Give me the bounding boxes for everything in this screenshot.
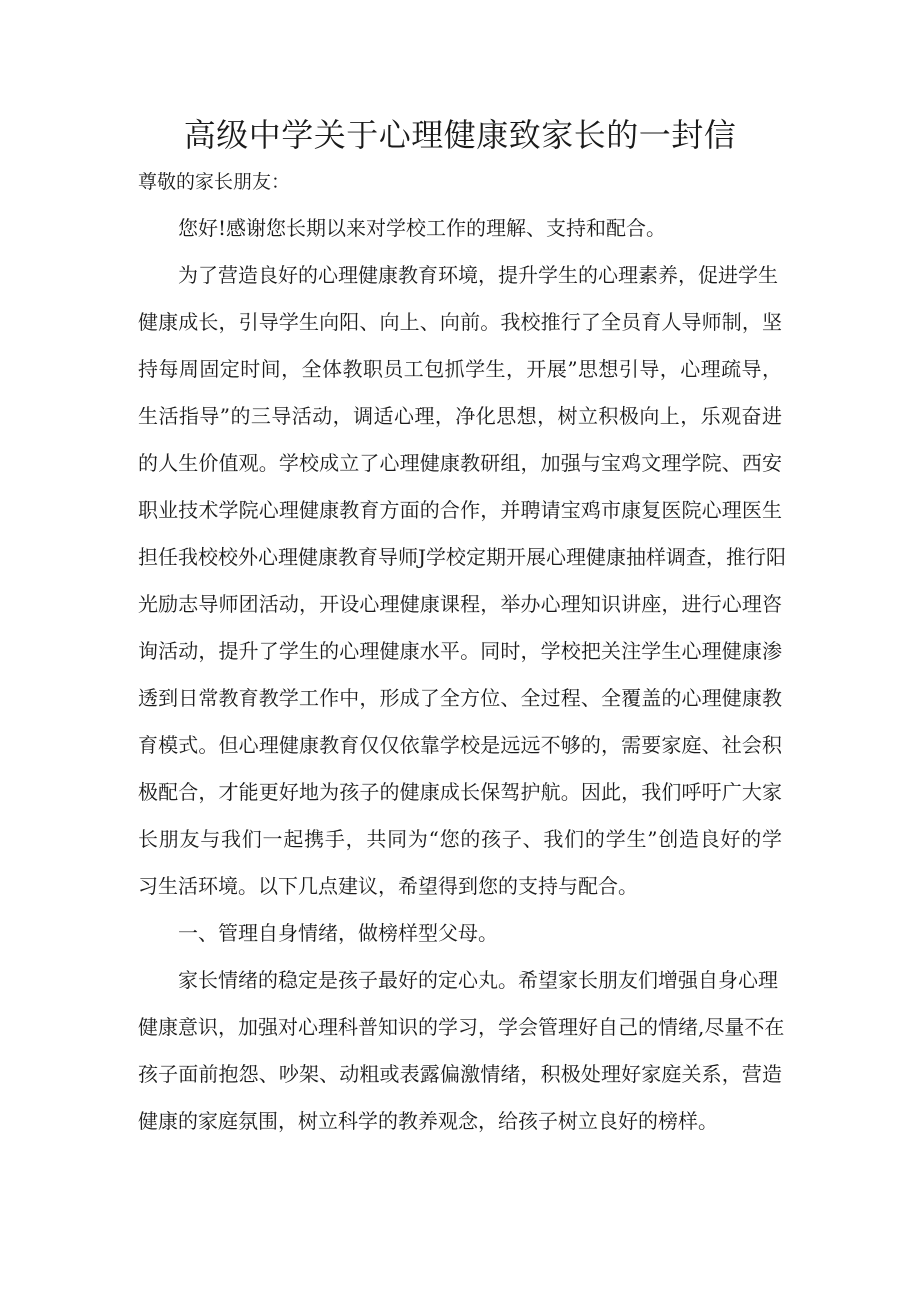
body-line: 健康意识，加强对心理科普知识的学习，学会管理好自己的情绪,尽量不在 [138, 1015, 785, 1039]
body-line: 长朋友与我们一起携手，共同为“您的孩子、我们的学生”创造良好的学 [138, 827, 782, 851]
body-line: 透到日常教育教学工作中，形成了全方位、全过程、全覆盖的心理健康教 [138, 686, 782, 710]
body-line: 育模式。但心理健康教育仅仅依靠学校是远远不够的，需要家庭、社会积 [138, 733, 782, 757]
body-line: 光励志导师团活动，开设心理健康课程，举办心理知识讲座，进行心理咨 [138, 592, 782, 616]
body-line: 的人生价值观。学校成立了心理健康教研组，加强与宝鸡文理学院、西安 [138, 451, 782, 475]
document-title: 高级中学关于心理健康致家长的一封信 [183, 116, 737, 154]
body-line: 极配合，才能更好地为孩子的健康成长保驾护航。因此，我们呼吁广大家 [138, 780, 782, 804]
body-line: 孩子面前抱怨、吵架、动粗或表露偏激情绪，积极处理好家庭关系，营造 [138, 1062, 782, 1086]
greeting-line: 您好!感谢您长期以来对学校工作的理解、支持和配合。 [178, 216, 667, 240]
body-line: 职业技术学院心理健康教育方面的合作，并聘请宝鸡市康复医院心理医生 [138, 498, 782, 522]
body-line: 健康成长，引导学生向阳、向上、向前。我校推行了全员育人导师制，坚 [138, 310, 782, 334]
body-line: 生活指导”的三导活动，调适心理，净化思想，树立积极向上，乐观奋进 [138, 404, 782, 428]
body-line: 习生活环境。以下几点建议，希望得到您的支持与配合。 [138, 874, 638, 898]
body-line: 健康的家庭氛围，树立科学的教养观念，给孩子树立良好的榜样。 [138, 1109, 718, 1133]
body-line: 担任我校校外心理健康教育导师J学校定期开展心理健康抽样调查，推行阳 [138, 545, 787, 569]
body-line: 询活动，提升了学生的心理健康水平。同时，学校把关注学生心理健康渗 [138, 639, 782, 663]
section-heading: 一、管理自身情绪，做榜样型父母。 [178, 921, 498, 945]
body-line: 持每周固定时间，全体教职员工包抓学生，开展”思想引导，心理疏导， [138, 357, 782, 381]
salutation: 尊敬的家长朋友： [138, 171, 291, 193]
body-line: 家长情绪的稳定是孩子最好的定心丸。希望家长朋友们增强自身心理 [178, 968, 778, 992]
body-line: 为了营造良好的心理健康教育环境，提升学生的心理素养，促进学生 [178, 263, 778, 287]
